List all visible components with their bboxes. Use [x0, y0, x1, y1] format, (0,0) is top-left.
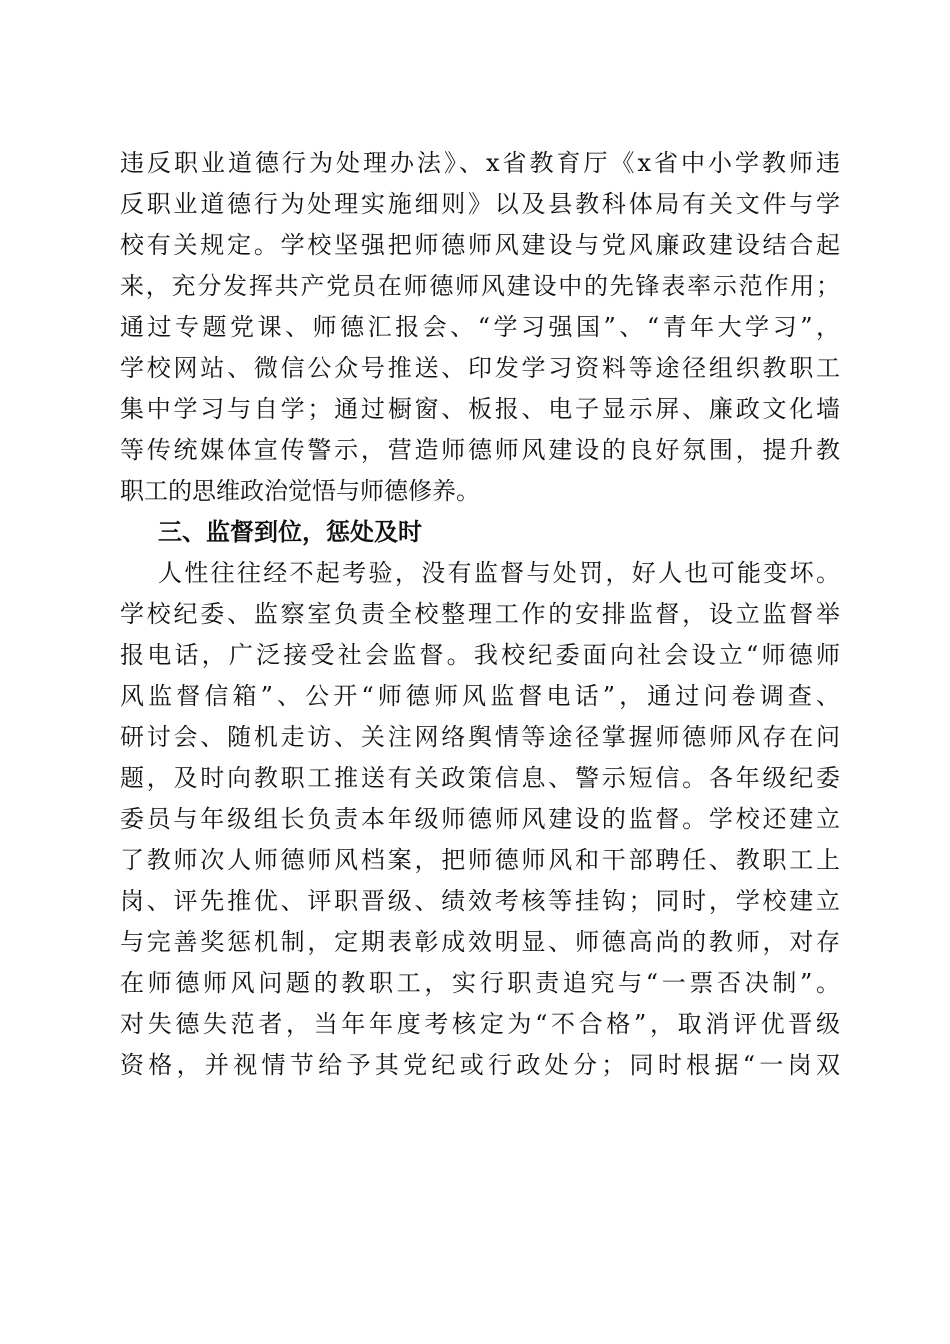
paragraph-line: 资格，并视情节给予其党纪或行政处分；同时根据“一岗双	[120, 1051, 840, 1079]
paragraph-line: 了教师次人师德师风档案，把师德师风和干部聘任、教职工上	[120, 846, 840, 874]
paragraph-line: 学校网站、微信公众号推送、印发学习资料等途径组织教职工	[120, 354, 840, 382]
paragraph-line: 风监督信箱”、公开“师德师风监督电话”，通过问卷调查、	[120, 682, 840, 710]
paragraph-line: 集中学习与自学；通过橱窗、板报、电子显示屏、廉政文化墙	[120, 395, 840, 423]
paragraph-line: 违反职业道德行为处理办法》、x省教育厅《x省中小学教师违	[120, 149, 840, 177]
paragraph-line: 与完善奖惩机制，定期表彰成效明显、师德高尚的教师，对存	[120, 928, 840, 956]
paragraph-line: 委员与年级组长负责本年级师德师风建设的监督。学校还建立	[120, 805, 840, 833]
paragraph-line: 题，及时向教职工推送有关政策信息、警示短信。各年级纪委	[120, 764, 840, 792]
paragraph-line: 来，充分发挥共产党员在师德师风建设中的先锋表率示范作用；	[120, 272, 840, 300]
paragraph-line: 等传统媒体宣传警示，营造师德师风建设的良好氛围，提升教	[120, 436, 840, 464]
paragraph-line: 研讨会、随机走访、关注网络舆情等途径掌握师德师风存在问	[120, 723, 840, 751]
paragraph-line: 职工的思维政治觉悟与师德修养。	[120, 477, 480, 505]
paragraph-line: 岗、评先推优、评职晋级、绩效考核等挂钩；同时，学校建立	[120, 887, 840, 915]
paragraph-line: 反职业道德行为处理实施细则》以及县教科体局有关文件与学	[120, 190, 840, 218]
paragraph-line: 对失德失范者，当年年度考核定为“不合格”，取消评优晋级	[120, 1010, 840, 1038]
section-heading: 三、监督到位，惩处及时	[158, 518, 422, 546]
paragraph-line: 通过专题党课、师德汇报会、“学习强国”、“青年大学习”，	[120, 313, 840, 341]
paragraph-line: 在师德师风问题的教职工，实行职责追究与“一票否决制”。	[120, 969, 840, 997]
paragraph-line: 报电话，广泛接受社会监督。我校纪委面向社会设立“师德师	[120, 641, 840, 669]
body-text	[120, 143, 840, 1086]
paragraph-line: 人性往往经不起考验，没有监督与处罚，好人也可能变坏。	[158, 559, 840, 587]
paragraph-line: 学校纪委、监察室负责全校整理工作的安排监督，设立监督举	[120, 600, 840, 628]
paragraph-line: 校有关规定。学校坚强把师德师风建设与党风廉政建设结合起	[120, 231, 840, 259]
